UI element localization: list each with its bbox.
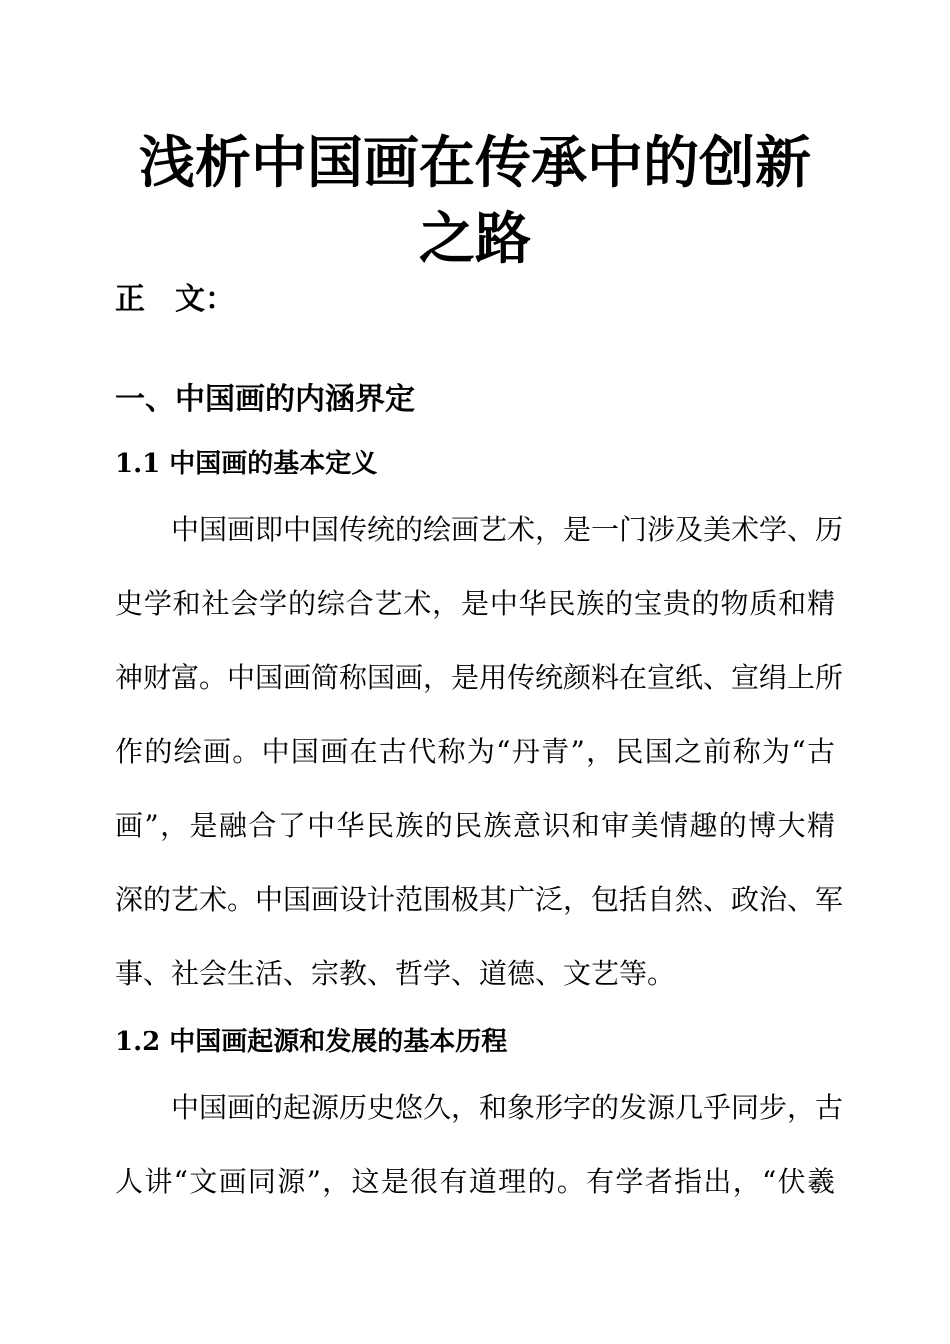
paragraph-line: 人讲“文画同源”，这是很有道理的。有学者指出，“伏羲 bbox=[115, 1165, 835, 1198]
section-heading: 一、中国画的内涵界定 bbox=[115, 382, 415, 417]
document-title-line-2: 之路 bbox=[419, 207, 531, 272]
subsection-heading: 1.1 中国画的基本定义 bbox=[115, 449, 378, 479]
paragraph-line: 深的艺术。中国画设计范围极其广泛，包括自然、政治、军 bbox=[115, 883, 844, 916]
paragraph-line: 神财富。中国画简称国画，是用传统颜料在宣纸、宣绢上所 bbox=[115, 661, 844, 694]
paragraph-line: 作的绘画。中国画在古代称为“丹青”，民国之前称为“古 bbox=[115, 735, 835, 768]
subsection-heading: 1.2 中国画起源和发展的基本历程 bbox=[115, 1027, 508, 1057]
paragraph-line: 中国画的起源历史悠久，和象形字的发源几乎同步，古 bbox=[171, 1091, 844, 1124]
paragraph-line: 中国画即中国传统的绘画艺术，是一门涉及美术学、历 bbox=[171, 513, 844, 546]
document-title-line-1: 浅析中国画在传承中的创新 bbox=[139, 131, 811, 196]
paragraph-line: 事、社会生活、宗教、哲学、道德、文艺等。 bbox=[115, 957, 676, 990]
paragraph-line: 画”，是融合了中华民族的民族意识和审美情趣的博大精 bbox=[115, 809, 835, 842]
paragraph-line: 史学和社会学的综合艺术，是中华民族的宝贵的物质和精 bbox=[115, 587, 835, 620]
body-label: 正 文： bbox=[115, 282, 235, 317]
